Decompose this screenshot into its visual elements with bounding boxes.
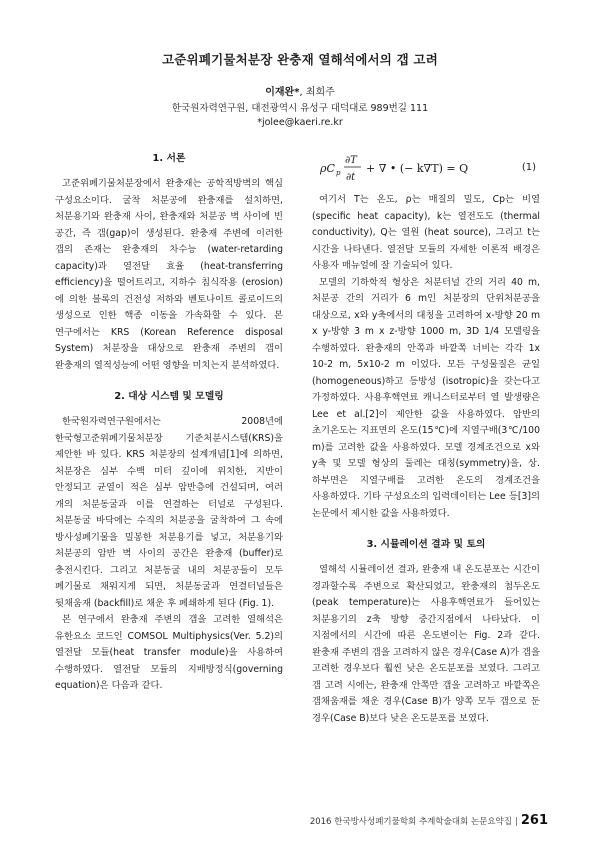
equation-formula xyxy=(316,150,496,188)
svg-text:p: p xyxy=(336,169,341,177)
page-footer xyxy=(310,813,548,828)
equation-number: (1) xyxy=(521,162,536,173)
svg-text:∂t: ∂t xyxy=(346,172,356,183)
geometry-paragraph: 모델의 기하학적 형상은 처분터널 간의 거리 40 m, 처분공 간의 거리가 6 m인 처분장의 단위처분공을 대상으로, x와 y축에서의 대칭을 고려하여 x-방향 20 m x y-방향 3 m x z-방향 1000 m, 3D 1/4 모델링을 수행하였다. 완충재의 안쪽과 바깥쪽 너비는 각각 1x 10-2 m, 5x10-2 m 이었다. 모든 구성물질은 균일(homogeneous)하고 등방성 (isotropic)을 갖는다고 가정하였다. 사용후핵연료 캐니스터로부터 열 발생량은 Lee et al.[2]이 제안한 값을 사용하였다. 암반의 초기온도는 지표면의 온도(15℃)에 지열구배(3℃/100 m)를 고려한 값을 사용하였다. 모델 경계조건으로 x와 y축 및 모델 형상의 둘레는 대칭(symmetry)을, 상.하부면은 지열구배를 고려한 온도의 경계조건을 사용하였다. 기타 구성요소의 입력데이터는 Lee 등[3]의 논문에서 제시한 값을 사용하였다. xyxy=(312,276,540,519)
governing-equation xyxy=(312,150,540,188)
author-rest: , 최희주 xyxy=(299,87,335,98)
left-column xyxy=(55,150,283,695)
affiliation: 한국원자력연구원, 대전광역시 유성구 대덕대로 989번길 111 xyxy=(171,103,429,114)
svg-text:+ ∇ • (− k∇T) = Q: + ∇ • (− k∇T) = Q xyxy=(366,162,469,175)
section-2-paragraph-1: 한국원자력연구원에서는 2008년에 한국형고준위폐기물처분장 기준처분시스템(KRS)을 제안한 바 있다. KRS 처분장의 설계개념[1]에 의하면, 처분장은 심부 수백 미터 깊이에 위치한, 지반이 안정되고 균열이 적은 심부 암반층에 건설되며, 여러 개의 처분동굴과 이를 연결하는 터널로 구성된다. 처분동굴 바닥에는 수직의 처분공을 굴착하여 그 속에 방사성폐기물을 밀봉한 처분용기를 넣고, 처분용기와 처분공의 암반 벽 사이의 공간은 완충재 (buffer)로 충전시킨다. 그리고 처분동굴 내의 처분공들이 모두 폐기물로 채워지게 되면, 처분동굴과 연결터널들은 뒷채움재 (backfill)로 채운 후 폐쇄하게 된다 (Fig. 1). xyxy=(55,416,283,609)
svg-text:ρC: ρC xyxy=(320,162,335,175)
svg-text:∂T: ∂T xyxy=(345,155,357,166)
equation-description: 여기서 T는 온도, ρ는 매질의 밀도, Cp는 비열 (specific heat capacity), k는 열전도도 (thermal conductivity), Q는 열원 (heat source), 그리고 t는 시간을 나타낸다. 열전달 모듈의 자세한 이론적 배경은 사용자 매뉴얼에 잘 기술되어 있다. xyxy=(312,194,540,271)
footer-separator: | xyxy=(514,817,518,827)
conference-name: 2016 한국방사성폐기물학회 추계학술대회 논문요약집 xyxy=(309,817,512,827)
author-line xyxy=(0,83,600,98)
section-2-title: 2. 대상 시스템 및 모델링 xyxy=(114,391,224,402)
page-number: 261 xyxy=(520,813,548,828)
author-email: *jolee@kaeri.re.kr xyxy=(257,117,343,128)
author-main: 이재완* xyxy=(265,87,300,98)
section-2-paragraph-2: 본 연구에서 완충재 주변의 갭을 고려한 열해석은 유한요소 코드인 COMSOL Multiphysics(Ver. 5.2)의 열전달 모듈(heat transfer module)을 사용하여 수행하였다. 열전달 모듈의 지배방정식(governing equation)은 다음과 같다. xyxy=(55,614,283,691)
section-3-paragraph: 열해석 시뮬레이션 결과, 완충재 내 온도분포는 시간이 경과할수록 주변으로 확산되었고, 완충재의 첨두온도(peak temperature)는 사용후핵연료가 들어있는 처분용기의 z축 방향 중간지점에서 나타났다. 이 지점에서의 시간에 따른 온도변이는 Fig. 2과 같다. 완충재 주변의 갭을 고려하지 않은 경우(Case A)가 갭을 고려한 경우보다 훨씬 낮은 온도분포를 보였다. 그리고 갭 고려 시에는, 완충재 안쪽만 갭을 고려하고 바깥쪽은 갭채움재를 채운 경우(Case B)가 양쪽 모두 갭으로 둔 경우(Case B)보다 낮은 온도분포를 보였다. xyxy=(312,564,540,724)
section-3-title: 3. 시뮬레이션 결과 및 토의 xyxy=(366,539,486,550)
section-1-paragraph: 고준위폐기물처분장에서 완충재는 공학적방벽의 핵심 구성요소이다. 굴착 처분공에 완충재를 설치하면, 처분용기와 완충재 사이, 완충재와 처분공 벽 사이에 빈 공간, 즉 갭(gap)이 생성된다. 완충재 주변에 이러한 갭의 존재는 완충재의 차수능 (water-retarding capacity)과 열전달 효율 (heat-transferring efficiency)을 떨어트리고, 지하수 침식작용 (erosion)에 의한 블록의 건전성 저하와 벤토나이트 콜로이드의 생성으로 인한 핵종 이동을 가속화할 수 있다. 본 연구에서는 KRS (Korean Reference disposal System) 처분장을 대상으로 완충재 주변의 갭이 완충재의 열적성능에 어떤 영향을 미치는지 분석하였다. xyxy=(55,178,283,371)
right-column xyxy=(312,150,540,727)
paper-title: 고준위폐기물처분장 완충재 열해석에서의 갭 고려 xyxy=(162,52,438,67)
section-1-title: 1. 서론 xyxy=(152,153,186,164)
